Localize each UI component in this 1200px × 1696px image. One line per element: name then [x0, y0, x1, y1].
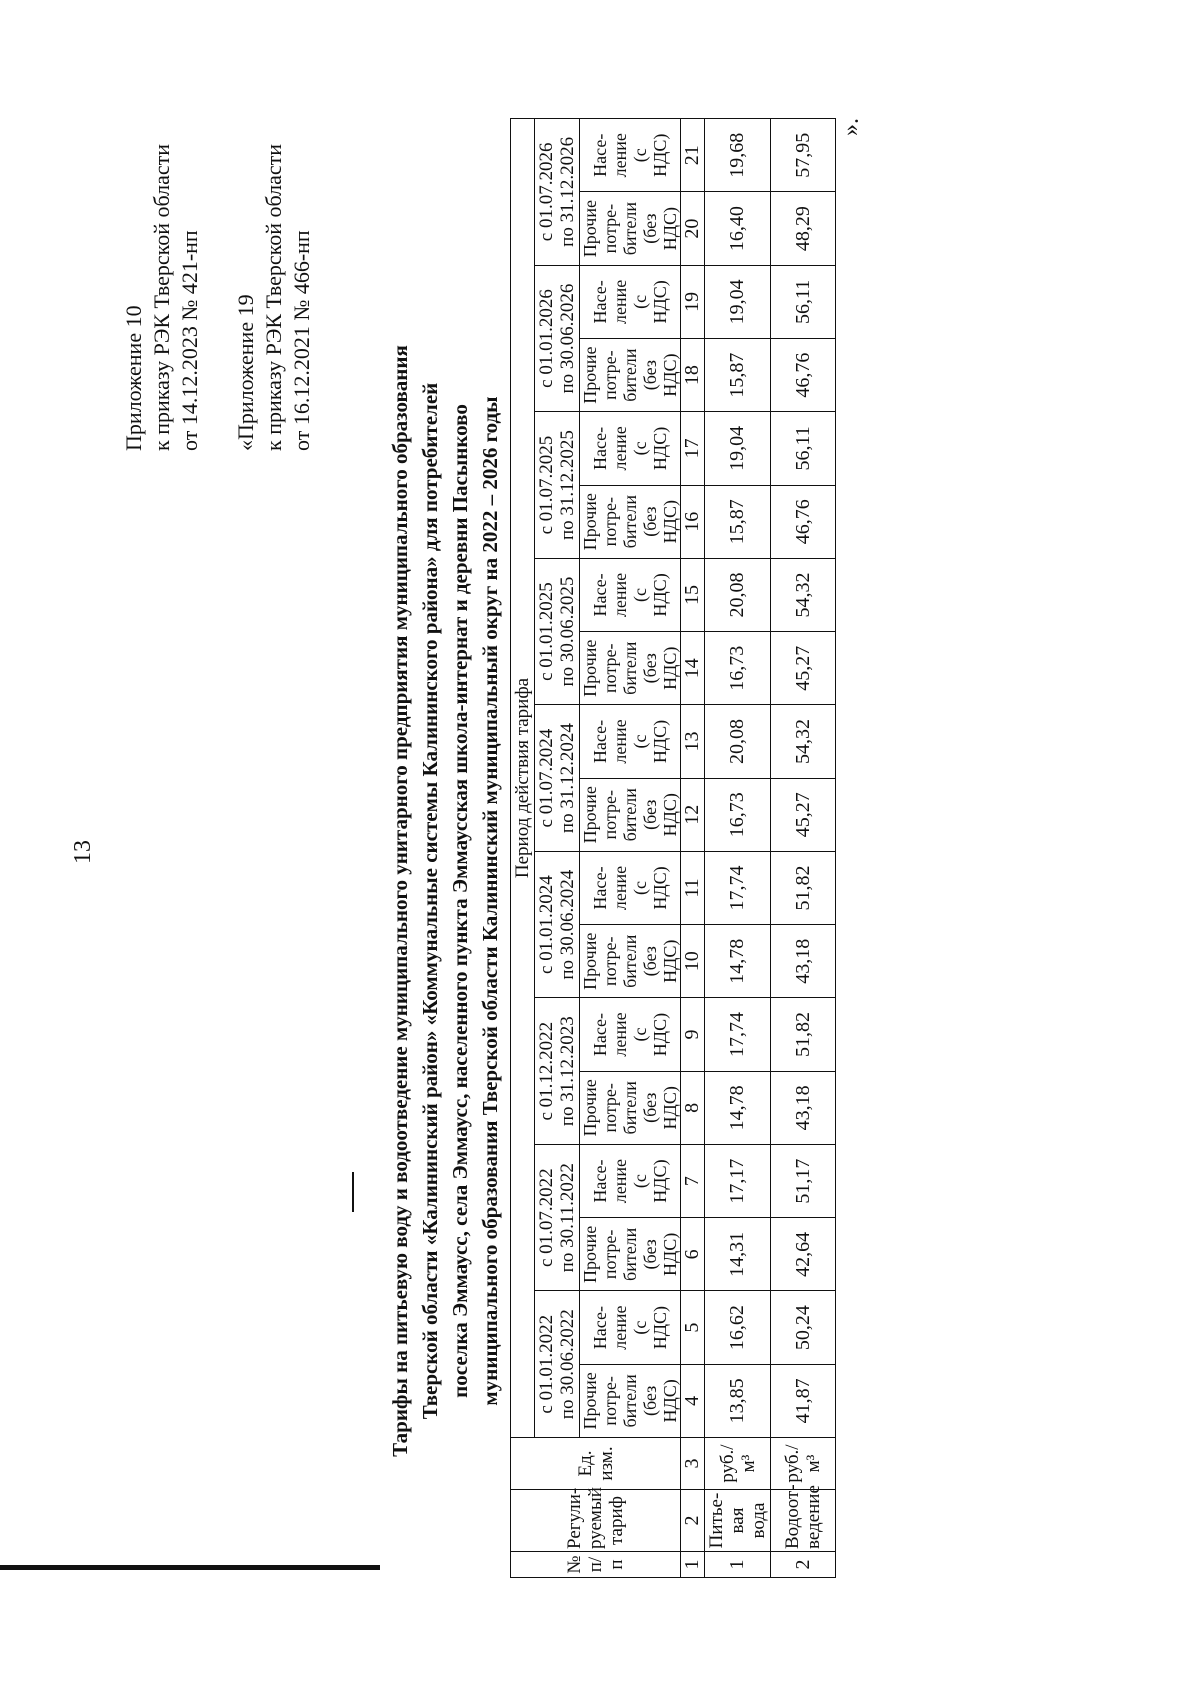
cell-line: руемый	[585, 1487, 606, 1549]
cell-line: Насе-	[590, 426, 610, 471]
appendix-previous-line3: от 16.12.2021 № 466-нп	[289, 230, 314, 451]
title-line: Тверской области «Калининский район» «Коммунальные системы Калининского района» для потребителей	[418, 382, 442, 1420]
consumer-other	[580, 778, 681, 851]
tariff-value: 17,74	[705, 998, 771, 1071]
cell-line: НДС)	[660, 1232, 680, 1276]
column-number: 17	[681, 412, 705, 485]
column-number: 10	[681, 925, 705, 998]
consumer-other	[580, 339, 681, 412]
closing-quote: ».	[838, 118, 864, 136]
tariff-value: 45,27	[771, 632, 836, 705]
cell-line: НДС)	[660, 1379, 680, 1423]
consumer-population	[580, 558, 681, 631]
table-row	[705, 119, 771, 1578]
tariff-value: 16,73	[705, 632, 771, 705]
tariff-value: 50,24	[771, 1291, 836, 1364]
tariff-value: 56,11	[771, 412, 836, 485]
cell-line: (без	[640, 946, 660, 977]
tariff-value: 46,76	[771, 339, 836, 412]
column-number: 7	[681, 1144, 705, 1217]
cell-line: (без	[640, 1239, 660, 1270]
cell-line: Насе-	[590, 866, 610, 910]
cell-line: НДС)	[660, 793, 680, 837]
cell-line: НДС)	[660, 206, 680, 251]
tariff-value: 57,95	[771, 119, 836, 192]
row-tariff-name	[771, 1484, 836, 1552]
cell-line: ление	[610, 426, 630, 471]
cell-line: Ед.	[574, 1450, 596, 1477]
tariff-value: 16,62	[705, 1291, 771, 1364]
cell-line: потре-	[600, 1229, 620, 1280]
cell-line: Прочие	[580, 493, 600, 551]
tariff-value: 51,82	[771, 998, 836, 1071]
page-number: 13	[70, 840, 96, 864]
cell-line: Питье-	[706, 1492, 727, 1549]
column-number: 14	[681, 632, 705, 705]
tariff-value: 19,04	[705, 412, 771, 485]
tariff-value: 13,85	[705, 1364, 771, 1437]
column-number: 3	[681, 1438, 705, 1490]
cell-line: ление	[610, 1158, 630, 1204]
cell-line: (с	[630, 587, 650, 602]
cell-line: НДС)	[650, 1305, 670, 1350]
cell-line: Регули-	[564, 1487, 585, 1549]
cell-line: Насе-	[590, 1159, 610, 1203]
consumer-population	[580, 851, 681, 924]
tariff-value: 43,18	[771, 925, 836, 998]
cell-line: НДС)	[660, 939, 680, 983]
header-row	[535, 119, 580, 1578]
cell-line: потре-	[600, 790, 620, 840]
cell-line: тариф	[606, 1496, 627, 1545]
column-number: 6	[681, 1218, 705, 1291]
cell-line: с 01.07.2024	[536, 728, 557, 828]
cell-line: (с	[630, 1027, 650, 1042]
tariff-value: 42,64	[771, 1218, 836, 1291]
cell-line: (с	[630, 148, 650, 163]
cell-line: НДС)	[650, 866, 670, 910]
appendix-current	[120, 144, 204, 451]
period-range	[535, 1144, 580, 1291]
row-unit	[705, 1438, 771, 1490]
cell-line: (без	[640, 653, 660, 684]
column-number-row	[681, 119, 705, 1578]
column-number: 13	[681, 705, 705, 778]
cell-line: (с	[630, 294, 650, 309]
consumer-population	[580, 119, 681, 192]
document-title	[385, 326, 505, 1476]
cell-line: бители	[620, 1374, 640, 1428]
cell-line: по 31.12.2024	[557, 723, 578, 834]
tariff-table	[510, 118, 836, 1578]
consumer-population	[580, 1291, 681, 1364]
cell-line: ление	[610, 1305, 630, 1350]
cell-line: ление	[610, 865, 630, 911]
title-line: поселка Эммаусс, села Эммаусс, населенного пункта Эммаусская школа-интернат и деревни Пасынково	[448, 404, 472, 1398]
appendix-current-line2: к приказу РЭК Тверской области	[149, 143, 174, 451]
cell-line: по 30.06.2026	[557, 283, 578, 394]
cell-line: Прочие	[580, 786, 600, 844]
cell-line: (без	[640, 1092, 660, 1123]
cell-line: по 31.12.2023	[557, 1016, 578, 1127]
column-number: 1	[681, 1552, 705, 1578]
cell-line: (с	[630, 1174, 650, 1189]
header-row	[580, 119, 681, 1578]
cell-line: ление	[610, 572, 630, 618]
tariff-value: 20,08	[705, 558, 771, 631]
cell-line: с 01.07.2025	[536, 435, 557, 535]
column-number: 18	[681, 339, 705, 412]
cell-line: ление	[610, 279, 630, 324]
cell-line: ление	[610, 1012, 630, 1057]
cell-line: с 01.12.2022	[536, 1021, 557, 1121]
cell-line: потре-	[600, 1083, 620, 1133]
cell-line: НДС)	[660, 500, 680, 544]
column-number: 9	[681, 998, 705, 1071]
cell-line: (с	[630, 881, 650, 895]
cell-line: (с	[630, 734, 650, 749]
cell-line: с 01.01.2025	[536, 582, 557, 681]
tariff-value: 15,87	[705, 339, 771, 412]
cell-line: с 01.01.2024	[536, 875, 557, 974]
cell-line: бители	[620, 1081, 640, 1135]
cell-line: по 30.06.2025	[557, 576, 578, 687]
tariff-value: 46,76	[771, 485, 836, 558]
cell-line: НДС)	[650, 280, 670, 324]
cell-line: (без	[640, 1385, 660, 1416]
period-range	[535, 558, 580, 705]
cell-line: потре-	[600, 1376, 620, 1426]
column-number: 2	[681, 1490, 705, 1552]
column-number: 21	[681, 119, 705, 192]
header-unit	[511, 1438, 681, 1490]
cell-line: Прочие	[580, 639, 600, 697]
table-row	[771, 119, 836, 1578]
cell-line: с 01.01.2026	[536, 289, 557, 388]
cell-line: НДС)	[650, 573, 670, 617]
cell-line: с 01.07.2022	[536, 1168, 557, 1268]
consumer-population	[580, 998, 681, 1071]
tariff-value: 56,11	[771, 265, 836, 338]
tariff-value: 17,17	[705, 1144, 771, 1217]
title-line: муниципального образования Тверской области Калининский муниципальный округ на 2022 – 2026 годы	[478, 396, 502, 1406]
header-row	[511, 119, 535, 1578]
cell-line: Прочие	[580, 1372, 600, 1430]
consumer-population	[580, 1144, 681, 1217]
row-tariff-name	[705, 1490, 771, 1552]
cell-line: м³	[803, 1454, 824, 1473]
cell-line: п	[606, 1559, 627, 1570]
cell-line: Прочие	[580, 1225, 600, 1283]
tariff-value: 17,74	[705, 851, 771, 924]
header-period: Период действия тарифа	[511, 119, 535, 1438]
tariff-value: 20,08	[705, 705, 771, 778]
row-unit	[771, 1438, 836, 1490]
cell-line: бители	[620, 641, 640, 695]
consumer-other	[580, 1218, 681, 1291]
column-number: 20	[681, 192, 705, 265]
cell-line: с 01.07.2026	[536, 142, 557, 242]
cell-line: бители	[620, 201, 640, 256]
tariff-value: 14,31	[705, 1218, 771, 1291]
cell-line: по 30.06.2024	[557, 869, 578, 980]
cell-line: ведение	[803, 1485, 824, 1549]
period-range	[535, 265, 580, 412]
consumer-other	[580, 632, 681, 705]
tariff-value: 16,40	[705, 192, 771, 265]
period-range	[535, 1291, 580, 1438]
cell-line: Насе-	[590, 573, 610, 617]
cell-line: НДС)	[650, 719, 670, 764]
cell-line: НДС)	[660, 1086, 680, 1130]
cell-line: Насе-	[590, 280, 610, 324]
column-number: 12	[681, 778, 705, 851]
cell-line: по 31.12.2026	[557, 136, 578, 247]
cell-line: Водоот-	[782, 1484, 803, 1549]
cell-line: с 01.01.2022	[536, 1314, 557, 1414]
cell-line: Насе-	[590, 1306, 610, 1350]
column-number: 19	[681, 265, 705, 338]
cell-line: №	[564, 1555, 585, 1574]
header-tariff	[511, 1487, 681, 1552]
cell-line: руб./	[782, 1444, 803, 1483]
column-number: 11	[681, 851, 705, 924]
cell-line: ление	[610, 719, 630, 764]
row-number: 1	[705, 1552, 771, 1578]
appendix-current-line1: Приложение 10	[121, 305, 146, 451]
title-line: Тарифы на питьевую воду и водоотведение муниципального унитарного предприятия муниципального образования	[388, 345, 412, 1457]
cell-line: (без	[640, 506, 660, 537]
tariff-value: 19,68	[705, 119, 771, 192]
cell-line: по 30.11.2022	[557, 1163, 578, 1273]
cell-line: (без	[640, 360, 660, 391]
consumer-population	[580, 412, 681, 485]
cell-line: Насе-	[590, 719, 610, 764]
cell-line: Прочие	[580, 932, 600, 990]
appendix-previous-line1: «Приложение 19	[233, 294, 258, 451]
appendix-previous-line2: к приказу РЭК Тверской области	[261, 143, 286, 451]
cell-line: изм.	[595, 1446, 617, 1481]
cell-line: бители	[620, 1227, 640, 1281]
consumer-other	[580, 925, 681, 998]
row-number: 2	[771, 1552, 836, 1578]
tariff-value: 15,87	[705, 485, 771, 558]
cell-line: НДС)	[650, 1159, 670, 1203]
cell-line: НДС)	[660, 353, 680, 397]
cell-line: м³	[737, 1454, 759, 1473]
header-no	[511, 1552, 681, 1578]
consumer-other	[580, 1071, 681, 1144]
tariff-value: 48,29	[771, 192, 836, 265]
period-range	[535, 851, 580, 998]
column-number: 4	[681, 1364, 705, 1437]
cell-line: Насе-	[590, 133, 610, 177]
cell-line: потре-	[600, 350, 620, 400]
period-range	[535, 412, 580, 559]
cell-line: бители	[620, 934, 640, 988]
tariff-value: 45,27	[771, 778, 836, 851]
cell-line: (с	[630, 1320, 650, 1335]
cell-line: потре-	[600, 936, 620, 987]
cell-line: вода	[748, 1502, 769, 1539]
cell-line: (без	[640, 799, 660, 830]
tariff-value: 19,04	[705, 265, 771, 338]
cell-line: потре-	[600, 496, 620, 547]
consumer-other	[580, 192, 681, 265]
cell-line: Прочие	[580, 346, 600, 404]
cell-line: (с	[630, 441, 650, 456]
tariff-value: 14,78	[705, 1071, 771, 1144]
consumer-population	[580, 265, 681, 338]
period-range	[535, 998, 580, 1145]
tariff-value: 14,78	[705, 925, 771, 998]
cell-line: НДС)	[660, 646, 680, 690]
appendix-previous	[232, 144, 316, 451]
cell-line: потре-	[600, 203, 620, 254]
consumer-population	[580, 705, 681, 778]
tariff-value: 41,87	[771, 1364, 836, 1437]
column-number: 16	[681, 485, 705, 558]
period-range	[535, 705, 580, 852]
cell-line: бители	[620, 495, 640, 549]
cell-line: НДС)	[650, 426, 670, 471]
tariff-value: 54,32	[771, 558, 836, 631]
cell-line: по 31.12.2025	[557, 430, 578, 541]
tariff-value: 16,73	[705, 778, 771, 851]
cell-line: Прочие	[580, 1079, 600, 1137]
cell-line: НДС)	[650, 133, 670, 177]
consumer-other	[580, 485, 681, 558]
tariff-value: 43,18	[771, 1071, 836, 1144]
cell-line: бители	[620, 788, 640, 842]
column-number: 5	[681, 1291, 705, 1364]
appendix-current-line3: от 14.12.2023 № 421-нп	[177, 230, 202, 451]
column-number: 15	[681, 558, 705, 631]
cell-line: по 30.06.2022	[557, 1309, 578, 1420]
cell-line: НДС)	[650, 1012, 670, 1057]
consumer-other	[580, 1364, 681, 1437]
tariff-value: 51,82	[771, 851, 836, 924]
cell-line: п/	[585, 1556, 606, 1573]
tariff-value: 54,32	[771, 705, 836, 778]
cell-line: вая	[727, 1507, 748, 1534]
cell-line: Прочие	[580, 200, 600, 258]
cell-line: потре-	[600, 643, 620, 693]
cell-line: Насе-	[590, 1012, 610, 1057]
tariff-value: 51,17	[771, 1144, 836, 1217]
cell-line: бители	[620, 348, 640, 402]
column-number: 8	[681, 1071, 705, 1144]
cell-line: (без	[640, 213, 660, 244]
period-range	[535, 119, 580, 266]
cell-line: ление	[610, 133, 630, 178]
cell-line: руб./	[716, 1444, 738, 1483]
